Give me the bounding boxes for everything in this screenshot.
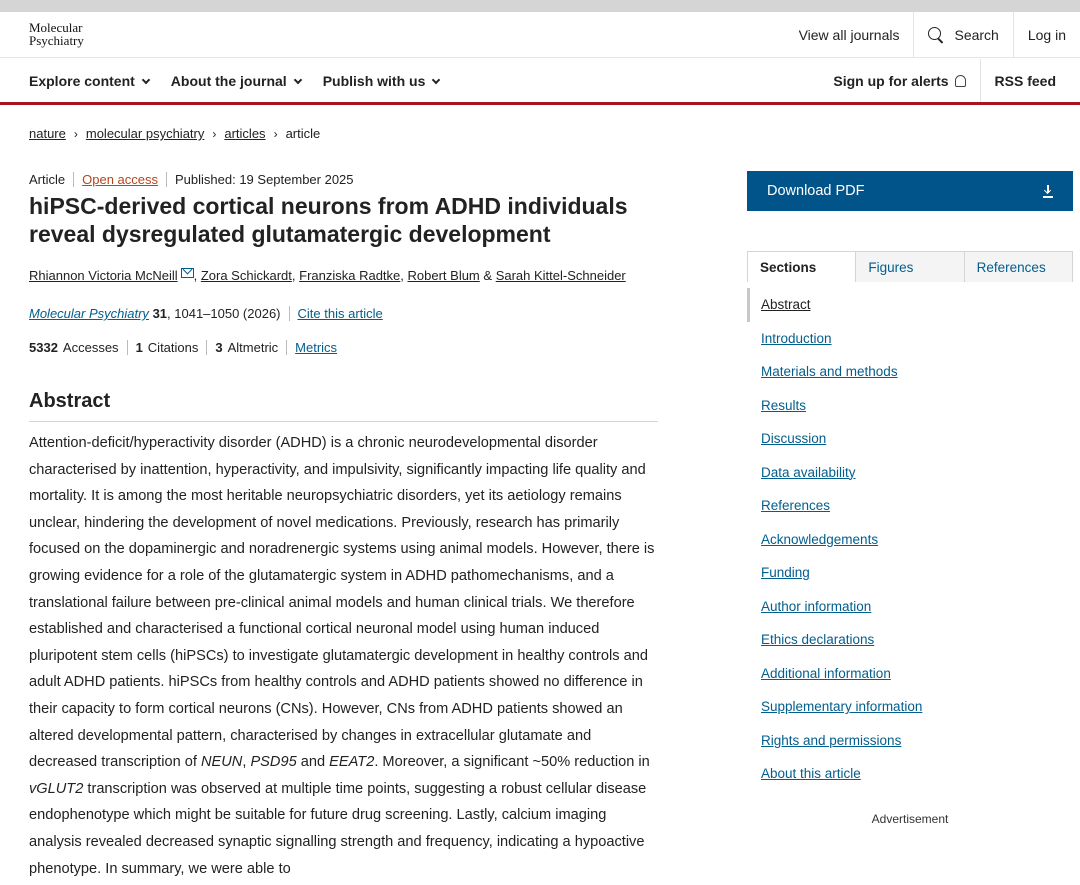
abstract-text-part: Attention-deficit/hyperactivity disorder (ADHD) is a chronic neurodevelopmental disorder characterised by inattention, hyperactivity, and impulsivity, significantly impacting life quality and mortality. It is among the most heritable neuropsychiatric disorders, yet its aetiology remains unclear, hindering the development of novel medications. Previously, research has primarily focused on the dopaminergic and noradrenergic systems using animal models. However, there is growing evidence for a role of the glutamatergic system in ADHD pathomechanisms, and a translational failure between pre-clinical animal models and human clinical trials. We therefore established and characterised a functional cortical neuronal model using human induced pluripotent stem cells (hiPSCs) to investigate glutamatergic development in healthy controls and adult ADHD patients. hiPSCs from healthy controls and ADHD patients showed no difference in their capacity to form cortical neurons (CNs). However, CNs from ADHD patients showed an altered developmental pattern, characterised by changes in extracellular glutamate and decreased transcription of	[29, 435, 655, 771]
journal-name-link[interactable]: Molecular Psychiatry	[29, 306, 149, 321]
chevron-down-icon	[142, 75, 150, 83]
section-item-results[interactable]	[747, 389, 1073, 423]
breadcrumb-separator-icon: ›	[212, 126, 217, 141]
about-journal-menu[interactable]	[171, 73, 301, 89]
sections-list	[747, 288, 1073, 791]
accesses-label: Accesses	[62, 340, 119, 355]
tab-sections[interactable]	[748, 252, 855, 282]
journal-pages: , 1041–1050 (2026)	[167, 306, 281, 321]
journal-logo[interactable]	[29, 21, 84, 47]
section-item-acknowledgements[interactable]	[747, 523, 1073, 557]
gene-name: PSD95	[250, 754, 297, 771]
section-item-abstract[interactable]	[747, 288, 1073, 322]
section-link[interactable]: About this article	[761, 766, 861, 782]
citations-count: 1	[135, 340, 143, 355]
login-label: Log in	[1027, 27, 1066, 43]
chevron-down-icon	[293, 75, 301, 83]
abstract-heading: Abstract	[29, 390, 658, 422]
breadcrumb-molecular-psychiatry[interactable]: molecular psychiatry	[85, 126, 205, 141]
section-link[interactable]: Supplementary information	[761, 699, 923, 715]
alerts-label: Sign up for alerts	[833, 72, 949, 89]
rss-feed-link[interactable]	[980, 59, 1070, 102]
publish-label: Publish with us	[322, 72, 426, 89]
section-link[interactable]: Data availability	[761, 464, 856, 480]
section-link[interactable]: Author information	[761, 598, 872, 614]
section-link[interactable]: Abstract	[761, 297, 811, 313]
section-link[interactable]: Discussion	[761, 431, 827, 447]
rss-label: RSS feed	[994, 72, 1056, 89]
author-link[interactable]: Robert Blum	[407, 268, 480, 283]
login-link[interactable]	[1013, 12, 1080, 58]
advertisement-label: Advertisement	[871, 812, 949, 826]
breadcrumb-current: article	[285, 126, 321, 141]
article-type: Article	[29, 172, 66, 187]
section-item-ethics[interactable]	[747, 623, 1073, 657]
article-metrics	[29, 340, 337, 355]
gene-name: vGLUT2	[29, 780, 84, 797]
abstract-text-part: and	[296, 754, 330, 771]
author-link[interactable]: Franziska Radtke	[299, 268, 401, 283]
section-item-about[interactable]	[747, 757, 1073, 791]
section-item-supplementary[interactable]	[747, 690, 1073, 724]
sidebar-tabs	[747, 251, 1073, 282]
section-link[interactable]: Acknowledgements	[761, 531, 879, 547]
article-title: hiPSC-derived cortical neurons from ADHD individuals reveal dysregulated glutamatergic development	[29, 193, 628, 247]
altmetric-label: Altmetric	[227, 340, 279, 355]
download-icon	[1043, 185, 1053, 197]
section-link[interactable]: Additional information	[761, 665, 891, 681]
breadcrumb-nature[interactable]: nature	[29, 126, 66, 141]
publish-menu[interactable]	[323, 73, 440, 89]
logo-line-2: Psychiatry	[29, 33, 84, 48]
section-link[interactable]: Ethics declarations	[761, 632, 875, 648]
section-item-materials[interactable]	[747, 355, 1073, 389]
chevron-down-icon	[432, 75, 440, 83]
abstract-text-part: . Moreover, a significant ~50% reduction in	[374, 754, 650, 771]
section-link[interactable]: Introduction	[761, 330, 832, 346]
tab-label: References	[976, 259, 1046, 275]
author-list: Rhiannon Victoria McNeill , Zora Schickardt , Franziska Radtke , Robert Blum & Sarah Kittel-Schneider	[29, 268, 626, 283]
tab-figures[interactable]	[855, 252, 963, 282]
divider	[286, 340, 287, 355]
section-item-additional-information[interactable]	[747, 657, 1073, 691]
cite-article-link[interactable]: Cite this article	[297, 306, 383, 321]
breadcrumb-articles[interactable]: articles	[224, 126, 266, 141]
divider	[289, 306, 290, 321]
breadcrumb-separator-icon: ›	[273, 126, 278, 141]
alerts-link[interactable]	[819, 73, 979, 89]
section-item-rights[interactable]	[747, 724, 1073, 758]
gene-name: EEAT2	[329, 754, 375, 771]
author-conjunction: &	[483, 268, 493, 283]
view-all-journals-link[interactable]	[785, 12, 914, 58]
view-all-journals-label: View all journals	[798, 27, 900, 43]
section-link[interactable]: Materials and methods	[761, 364, 898, 380]
about-journal-label: About the journal	[170, 72, 287, 89]
abstract-text-part: transcription was observed at multiple time points, suggesting a robust cellular disease endophenotype which might be suitable for future drug screening. Lastly, calcium imaging analysis revealed decreased synaptic signalling strength and frequency, indicating a hypoactive phenotype. In summary, we were able to	[29, 780, 647, 877]
section-item-introduction[interactable]	[747, 322, 1073, 356]
accesses-count: 5332	[29, 340, 58, 355]
search-icon	[928, 27, 944, 43]
tab-label: Sections	[760, 259, 817, 275]
citations-label: Citations	[147, 340, 199, 355]
section-item-data-availability[interactable]	[747, 456, 1073, 490]
abstract-text	[29, 430, 661, 882]
mail-icon[interactable]	[181, 268, 194, 278]
tab-references[interactable]	[964, 252, 1072, 282]
altmetric-count: 3	[215, 340, 223, 355]
search-button[interactable]	[913, 12, 1012, 58]
site-header	[0, 12, 1080, 58]
section-link[interactable]: Funding	[761, 565, 810, 581]
divider	[73, 172, 74, 187]
explore-content-label: Explore content	[29, 72, 135, 89]
author-link[interactable]: Zora Schickardt	[200, 268, 292, 283]
published-date: Published: 19 September 2025	[175, 172, 354, 187]
browser-top-strip	[0, 0, 1080, 12]
section-item-funding[interactable]	[747, 556, 1073, 590]
divider	[206, 340, 207, 355]
header-nav	[785, 12, 1080, 58]
logo-line-1: Molecular	[29, 20, 83, 35]
abstract-text-part: ,	[242, 754, 251, 771]
breadcrumb	[29, 126, 320, 141]
author-link[interactable]: Rhiannon Victoria McNeill	[29, 268, 178, 283]
article-meta	[29, 172, 354, 187]
section-item-author-information[interactable]	[747, 590, 1073, 624]
section-link[interactable]: Results	[761, 397, 807, 413]
explore-content-menu[interactable]	[29, 73, 149, 89]
search-label: Search	[954, 27, 999, 43]
download-pdf-label: Download PDF	[767, 183, 865, 199]
breadcrumb-separator-icon: ›	[73, 126, 78, 141]
journal-volume: 31	[152, 306, 168, 321]
section-link[interactable]: References	[761, 498, 831, 514]
section-item-discussion[interactable]	[747, 422, 1073, 456]
gene-name: NEUN	[200, 754, 243, 771]
divider	[127, 340, 128, 355]
open-access-link[interactable]: Open access	[82, 172, 158, 187]
section-link[interactable]: Rights and permissions	[761, 732, 902, 748]
tab-label: Figures	[868, 259, 914, 275]
author-link[interactable]: Sarah Kittel-Schneider	[495, 268, 626, 283]
bell-icon	[955, 75, 966, 87]
sub-navigation	[0, 59, 1080, 105]
section-item-references[interactable]	[747, 489, 1073, 523]
divider	[166, 172, 167, 187]
journal-citation	[29, 306, 383, 321]
metrics-link[interactable]: Metrics	[295, 340, 338, 355]
download-pdf-button[interactable]	[747, 171, 1073, 211]
